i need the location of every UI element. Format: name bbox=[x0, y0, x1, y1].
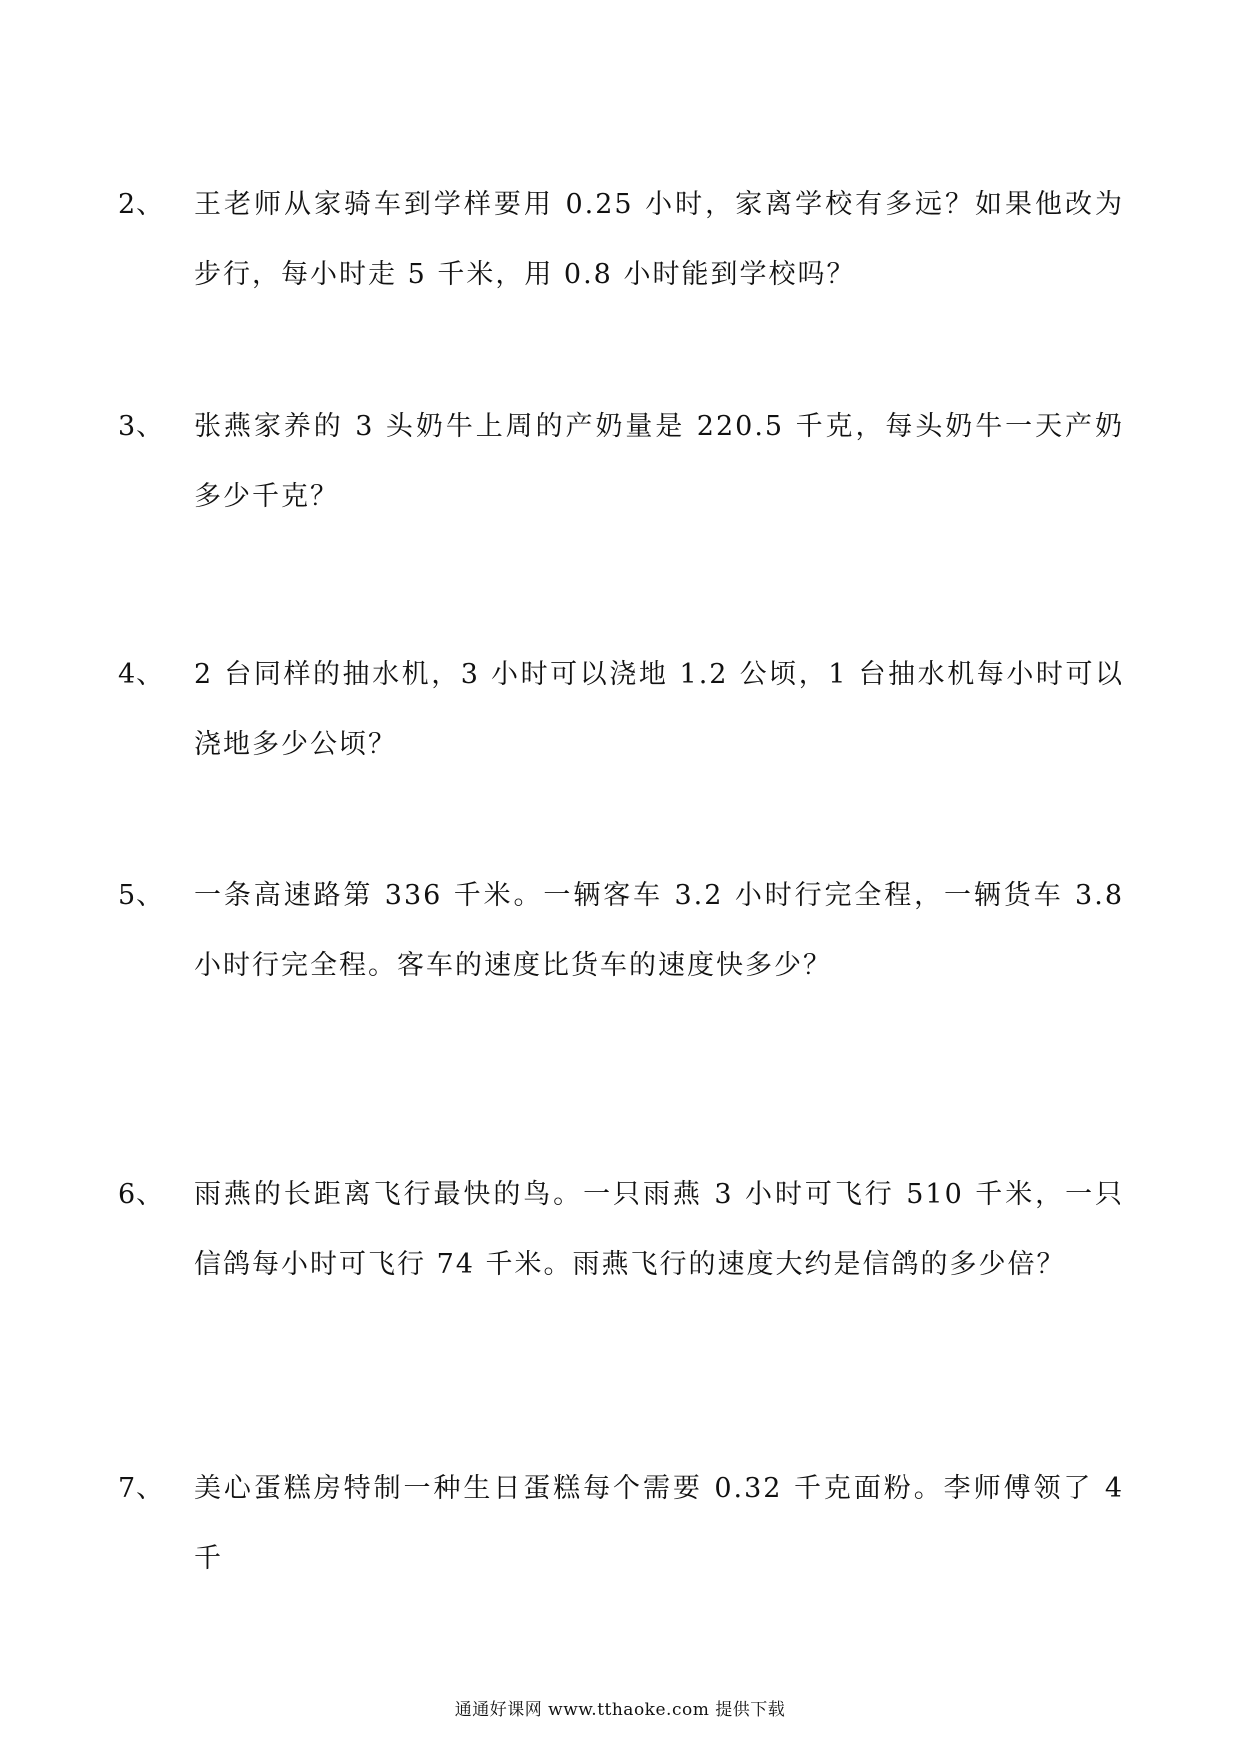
problem-number: 4、 bbox=[118, 659, 165, 690]
problem-number: 6、 bbox=[118, 1179, 165, 1210]
problem-text: 王老师从家骑车到学样要用 0.25 小时，家离学校有多远？如果他改为步行，每小时走 5 千米，用 0.8 小时能到学校吗？ bbox=[194, 189, 1124, 290]
problem-text: 2 台同样的抽水机，3 小时可以浇地 1.2 公顷，1 台抽水机每小时可以浇地多少公顷？ bbox=[194, 659, 1124, 760]
problem-text: 美心蛋糕房特制一种生日蛋糕每个需要 0.32 千克面粉。李师傅领了 4 千 bbox=[194, 1473, 1124, 1574]
problem-number: 7、 bbox=[118, 1473, 165, 1504]
problem-number: 2、 bbox=[118, 189, 165, 220]
problem-text: 张燕家养的 3 头奶牛上周的产奶量是 220.5 千克，每头奶牛一天产奶多少千克？ bbox=[194, 411, 1124, 512]
problem-text: 一条高速路第 336 千米。一辆客车 3.2 小时行完全程，一辆货车 3.8 小时行完全程。客车的速度比货车的速度快多少？ bbox=[194, 880, 1124, 981]
problem-number: 5、 bbox=[118, 880, 165, 911]
problem-text: 雨燕的长距离飞行最快的鸟。一只雨燕 3 小时可飞行 510 千米，一只信鸽每小时可飞行 74 千米。雨燕飞行的速度大约是信鸽的多少倍？ bbox=[194, 1179, 1124, 1280]
footer-credit: 通通好课网 www.tthaoke.com 提供下载 bbox=[454, 1700, 786, 1720]
problem-number: 3、 bbox=[118, 411, 165, 442]
